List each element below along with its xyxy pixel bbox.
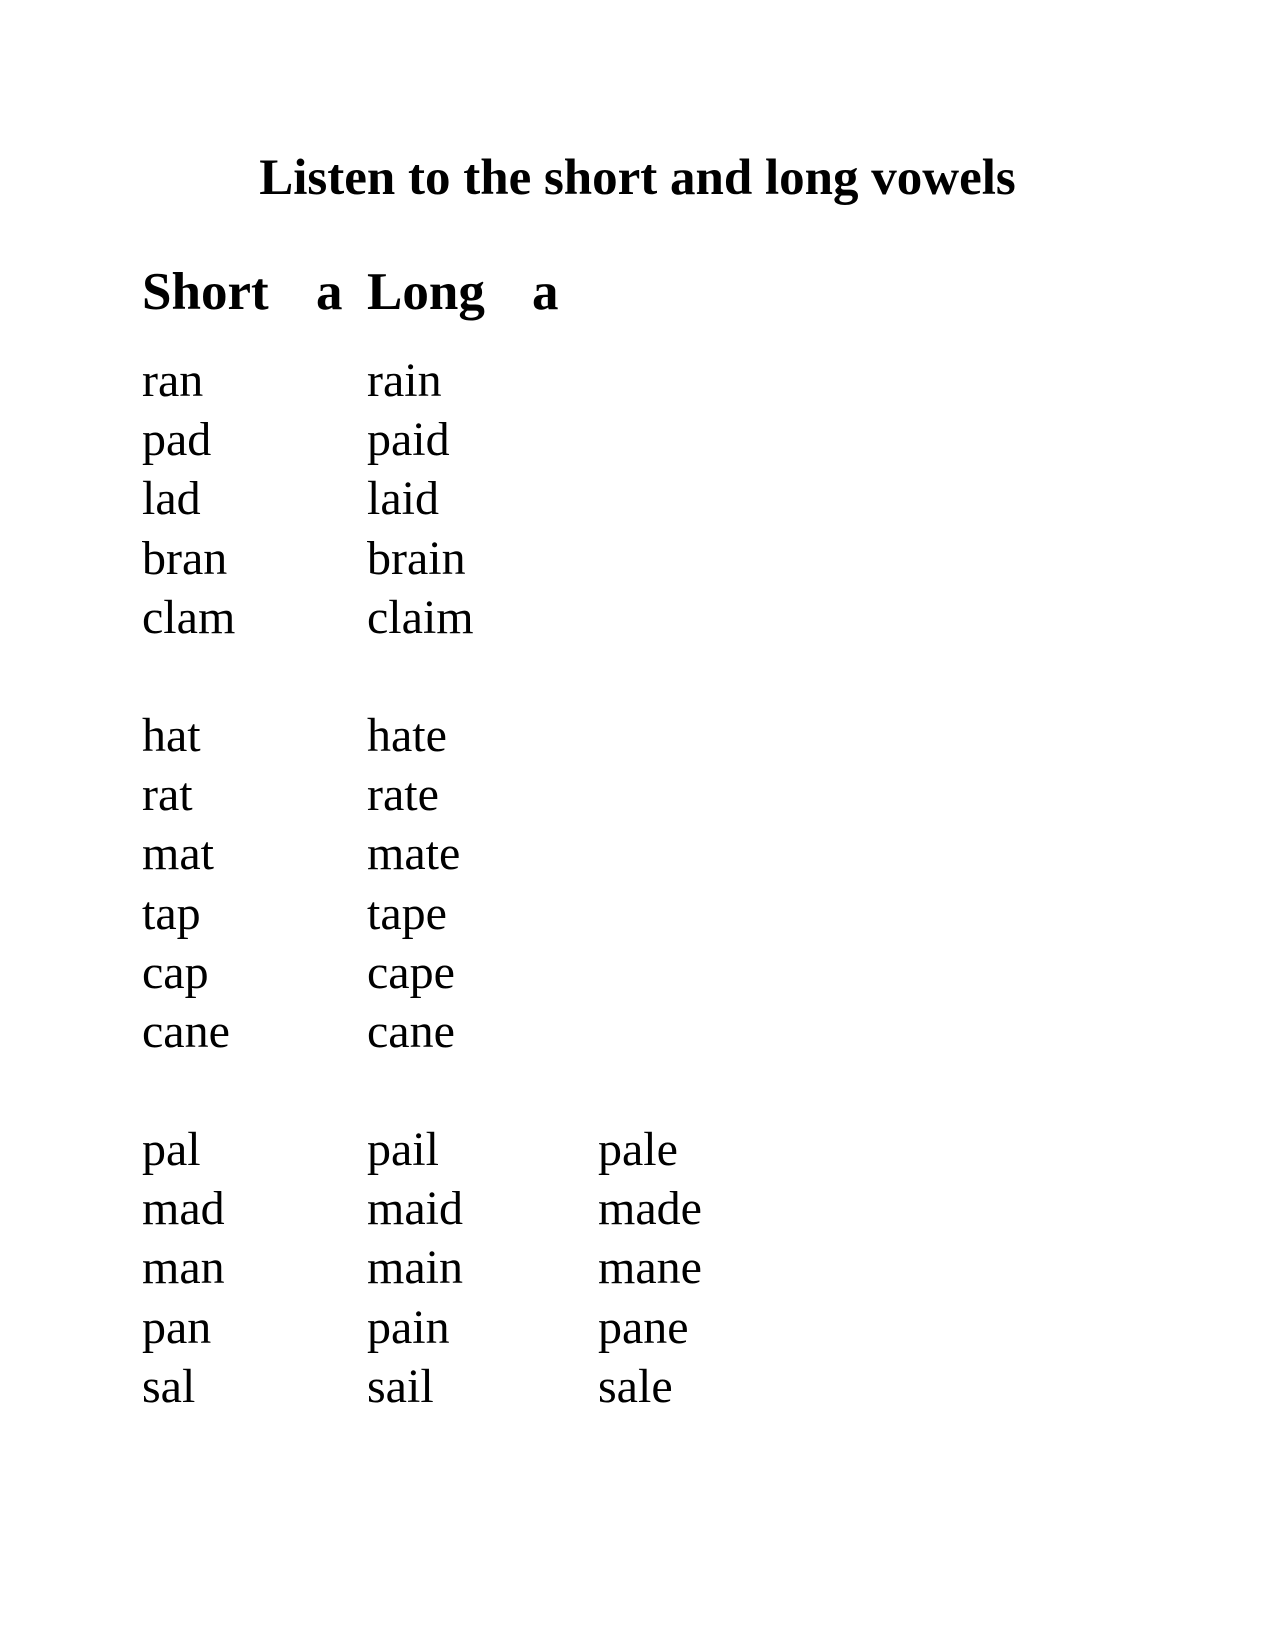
header-short-label: Short	[142, 263, 269, 321]
word-long: rain	[367, 354, 442, 407]
header-long-letter: a	[532, 263, 559, 321]
word-short: clam	[142, 590, 236, 644]
word-long: claim	[367, 590, 474, 644]
word-long: maid	[367, 1182, 463, 1236]
word-short: hat	[142, 709, 201, 762]
word-short: sal	[142, 1359, 196, 1413]
word-short: mat	[142, 827, 214, 881]
word-long-alt: made	[598, 1182, 702, 1236]
header-short-letter: a	[316, 263, 343, 321]
word-short: man	[142, 1241, 225, 1295]
word-long: main	[367, 1241, 463, 1295]
word-long-alt: pane	[598, 1300, 689, 1354]
word-long: pain	[367, 1300, 450, 1354]
word-long-alt: mane	[598, 1241, 702, 1295]
word-long: hate	[367, 709, 447, 762]
word-short: pan	[142, 1300, 212, 1354]
word-short: pal	[142, 1123, 201, 1176]
word-short: lad	[142, 472, 201, 526]
word-long: tape	[367, 886, 447, 940]
word-long-alt: pale	[598, 1123, 678, 1176]
word-short: tap	[142, 886, 201, 940]
word-long: cane	[367, 1005, 455, 1058]
word-long: rate	[367, 768, 439, 822]
word-short: cane	[142, 1005, 230, 1058]
word-short: pad	[142, 413, 212, 467]
word-short: ran	[142, 354, 204, 407]
word-long: cape	[367, 945, 455, 999]
header-long-label: Long	[367, 263, 485, 321]
page-title: Listen to the short and long vowels	[259, 150, 1016, 206]
word-short: cap	[142, 945, 209, 999]
word-long-alt: sale	[598, 1359, 673, 1413]
word-long: laid	[367, 472, 439, 526]
word-long: brain	[367, 531, 466, 585]
word-long: mate	[367, 827, 461, 881]
word-long: pail	[367, 1123, 439, 1176]
word-short: mad	[142, 1182, 225, 1236]
word-long: sail	[367, 1359, 434, 1413]
word-long: paid	[367, 413, 450, 467]
word-short: rat	[142, 768, 193, 822]
word-short: bran	[142, 531, 228, 585]
